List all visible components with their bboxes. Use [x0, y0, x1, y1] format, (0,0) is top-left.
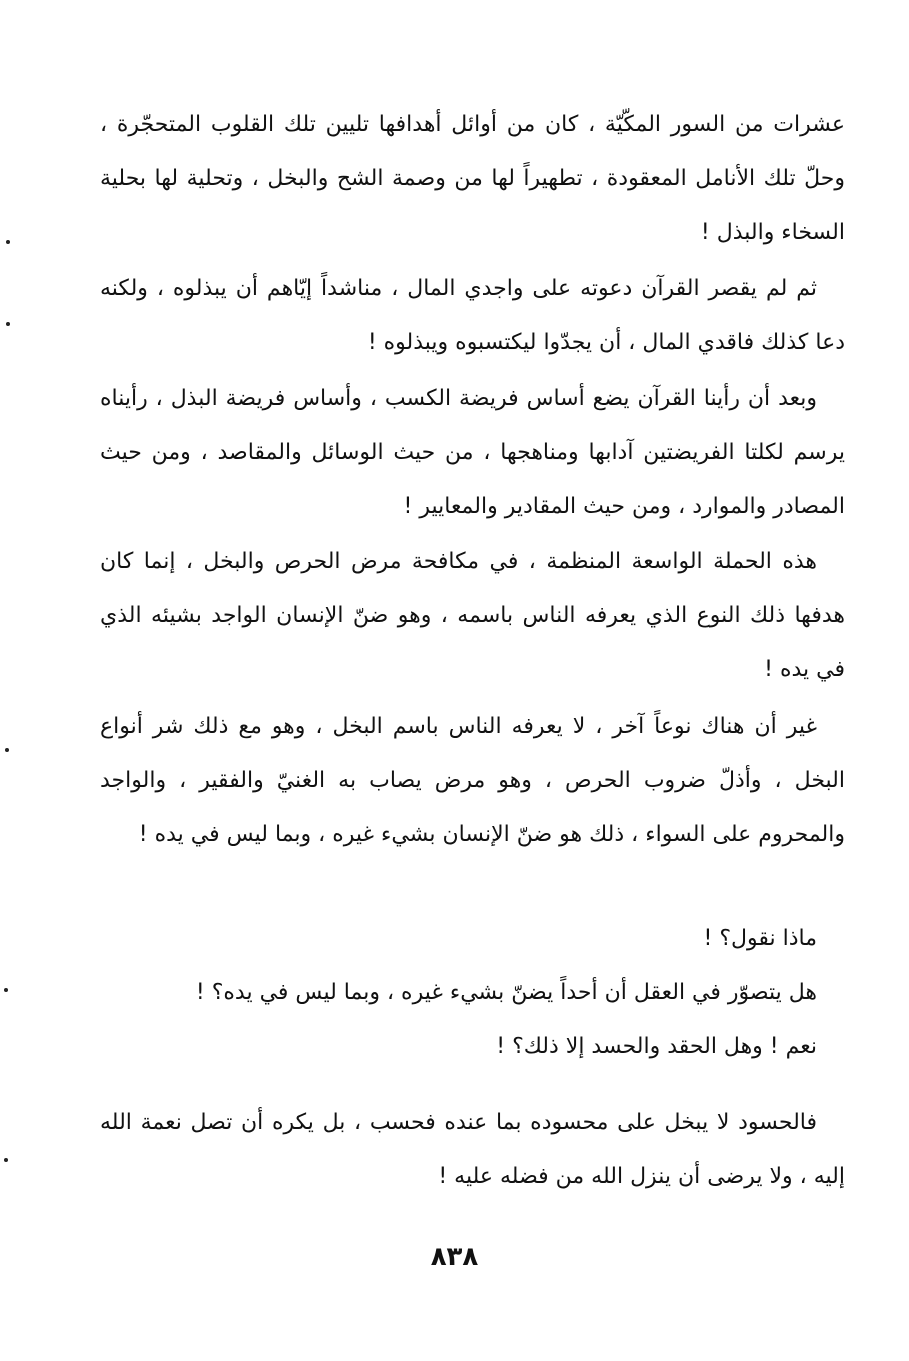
margin-speck: [6, 240, 10, 244]
margin-speck: [5, 748, 9, 752]
margin-speck: [4, 988, 8, 992]
paragraph-5: غير أن هناك نوعاً آخر ، لا يعرفه الناس باسم البخل ، وهو مع ذلك شر أنواع البخل ، وأذلّ ضروب الحرص ، وهو مرض يصاب به الغنيّ والفقير ، والواجد والمحروم على السواء ، ذلك هو ضنّ الإنسان بشيء غيره ، وبما ليس في يده !: [100, 714, 845, 847]
paragraph-6: ماذا نقول؟ !: [703, 926, 817, 951]
margin-speck: [6, 322, 10, 326]
paragraph-8: نعم ! وهل الحقد والحسد إلا ذلك؟ !: [496, 1034, 817, 1059]
page-number: ٨٣٨: [430, 1242, 479, 1272]
paragraph-4: هذه الحملة الواسعة المنظمة ، في مكافحة مرض الحرص والبخل ، إنما كان هدفها ذلك النوع الذي يعرفه الناس باسمه ، وهو ضنّ الإنسان الواجد بشيئه الذي في يده !: [100, 549, 845, 682]
paragraph-2: ثم لم يقصر القرآن دعوته على واجدي المال ، مناشداً إيّاهم أن يبذلوه ، ولكنه دعا كذلك فاقدي المال ، أن يجدّوا ليكتسبوه ويبذلوه !: [100, 276, 845, 355]
paragraph-7: هل يتصوّر في العقل أن أحداً يضنّ بشيء غيره ، وبما ليس في يده؟ !: [195, 980, 817, 1005]
margin-speck: [4, 1158, 8, 1162]
paragraph-9: فالحسود لا يبخل على محسوده بما عنده فحسب ، بل يكره أن تصل نعمة الله إليه ، ولا يرضى أن ينزل الله من فضله عليه !: [100, 1110, 845, 1189]
paragraph-3: وبعد أن رأينا القرآن يضع أساس فريضة الكسب ، وأساس فريضة البذل ، رأيناه يرسم لكلتا الفريضتين آدابها ومناهجها ، من حيث الوسائل والمقاصد ، ومن حيث المصادر والموارد ، ومن حيث المقادير والمعايير !: [100, 386, 845, 519]
paragraph-1: عشرات من السور المكّيّة ، كان من أوائل أهدافها تليين تلك القلوب المتحجّرة ، وحلّ تلك الأنامل المعقودة ، تطهيراً لها من وصمة الشح والبخل ، وتحلية لها بحلية السخاء والبذل !: [100, 112, 845, 245]
